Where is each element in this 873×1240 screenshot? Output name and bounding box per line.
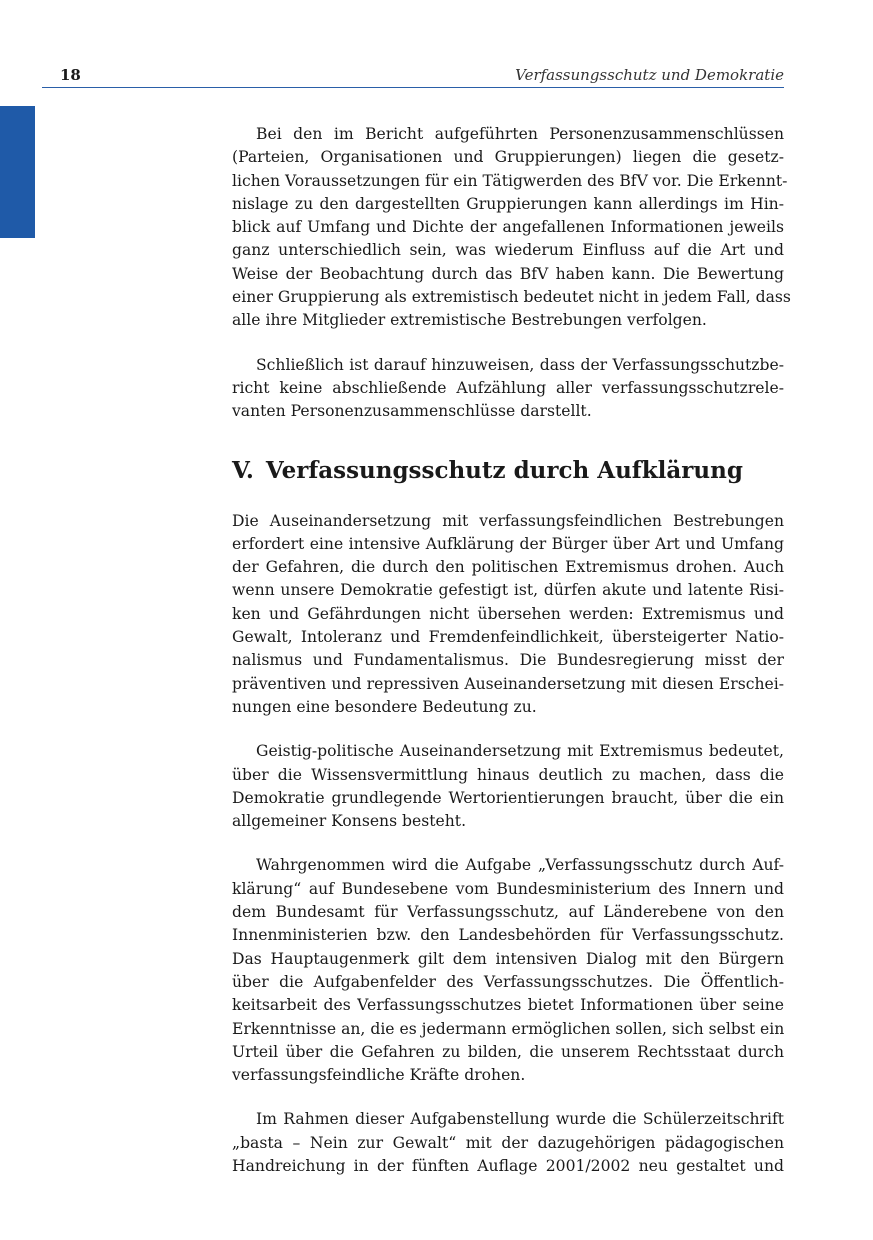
text-line: alle ihre Mitglieder extremistische Bestrebungen verfolgen. (232, 311, 707, 330)
section-number: V. (232, 456, 254, 484)
text-line: verfassungsfeindliche Kräfte drohen. (232, 1066, 526, 1085)
text-line: einer Gruppierung als extremistisch bedeutet nicht in jedem Fall, dass (232, 288, 791, 307)
text-line: lichen Voraussetzungen für ein Tätigwerden des BfV vor. Die Erkennt- (232, 171, 788, 190)
text-line: ganz unterschiedlich sein, was wiederum Einfluss auf die Art und (232, 241, 784, 260)
text-line: Erkenntnisse an, die es jedermann ermöglichen sollen, sich selbst ein (232, 1019, 785, 1038)
text-line: blick auf Umfang und Dichte der angefallenen Informationen jeweils (232, 218, 784, 237)
text-line: Wahrgenommen wird die Aufgabe „Verfassungsschutz durch Auf- (256, 856, 784, 875)
text-line: Innenministerien bzw. den Landesbehörden für Verfassungsschutz. (232, 926, 784, 945)
paragraph-3 (232, 510, 784, 720)
text-line: Demokratie grundlegende Wertorientierungen braucht, über die ein (232, 788, 784, 807)
text-line: keitsarbeit des Verfassungsschutzes bietet Informationen über seine (232, 996, 784, 1015)
text-line: Im Rahmen dieser Aufgabenstellung wurde die Schülerzeitschrift (256, 1110, 784, 1129)
text-line: nungen eine besondere Bedeutung zu. (232, 697, 537, 716)
text-line: Geistig-politische Auseinandersetzung mit Extremismus bedeutet, (256, 742, 784, 761)
text-line: allgemeiner Konsens besteht. (232, 812, 467, 831)
text-line: Die Auseinandersetzung mit verfassungsfeindlichen Bestrebungen (232, 511, 784, 530)
text-line: Schließlich ist darauf hinzuweisen, dass der Verfassungsschutzbe- (256, 355, 784, 374)
paragraph-6 (232, 1108, 784, 1178)
page-content (232, 123, 791, 1178)
text-line: der Gefahren, die durch den politischen Extremismus drohen. Auch (232, 558, 784, 577)
text-line: präventiven und repressiven Auseinandersetzung mit diesen Erschei- (232, 674, 784, 693)
text-line: nislage zu den dargestellten Gruppierungen kann allerdings im Hin- (232, 194, 784, 213)
text-line: (Parteien, Organisationen und Gruppierungen) liegen die gesetz- (232, 148, 784, 167)
text-line: Gewalt, Intoleranz und Fremdenfeindlichkeit, übersteigerter Natio- (232, 628, 784, 647)
section-title: Verfassungsschutz durch Aufklärung (265, 456, 743, 484)
text-line: Urteil über die Gefahren zu bilden, die unserem Rechtsstaat durch (232, 1042, 784, 1061)
text-line: dem Bundesamt für Verfassungsschutz, auf Länderebene von den (232, 903, 784, 922)
header-rule (42, 87, 784, 88)
text-line: ken und Gefährdungen nicht übersehen werden: Extremismus und (232, 604, 784, 623)
text-line: Handreichung in der fünften Auflage 2001/2002 neu gestaltet und (232, 1156, 784, 1175)
text-line: über die Aufgabenfelder des Verfassungsschutzes. Die Öffentlich- (232, 972, 784, 991)
text-line: Bei den im Bericht aufgeführten Personenzusammenschlüssen (256, 125, 784, 143)
text-line: wenn unsere Demokratie gefestigt ist, dürfen akute und latente Risi- (232, 581, 784, 600)
text-line: Weise der Beobachtung durch das BfV haben kann. Die Bewertung (232, 264, 784, 283)
paragraph-4 (232, 740, 784, 833)
paragraph-2 (232, 354, 784, 424)
section-heading (232, 456, 784, 486)
text-line: erfordert eine intensive Aufklärung der Bürger über Art und Umfang (232, 534, 784, 553)
page-number: 18 (60, 66, 81, 84)
text-line: vanten Personenzusammenschlüsse darstellt. (232, 402, 592, 421)
text-line: „basta – Nein zur Gewalt“ mit der dazugehörigen pädagogischen (232, 1133, 784, 1152)
running-title: Verfassungsschutz und Demokratie (515, 66, 784, 84)
text-line: nalismus und Fundamentalismus. Die Bundesregierung misst der (232, 651, 784, 670)
text-line: klärung“ auf Bundesebene vom Bundesministerium des Innern und (232, 879, 784, 898)
chapter-marker-tab (0, 106, 35, 238)
paragraph-1 (232, 123, 791, 333)
text-line: Das Hauptaugenmerk gilt dem intensiven Dialog mit den Bürgern (232, 949, 784, 968)
paragraph-5 (232, 854, 784, 1087)
text-line: richt keine abschließende Aufzählung aller verfassungsschutzrele- (232, 378, 784, 397)
text-line: über die Wissensvermittlung hinaus deutlich zu machen, dass die (232, 765, 784, 784)
